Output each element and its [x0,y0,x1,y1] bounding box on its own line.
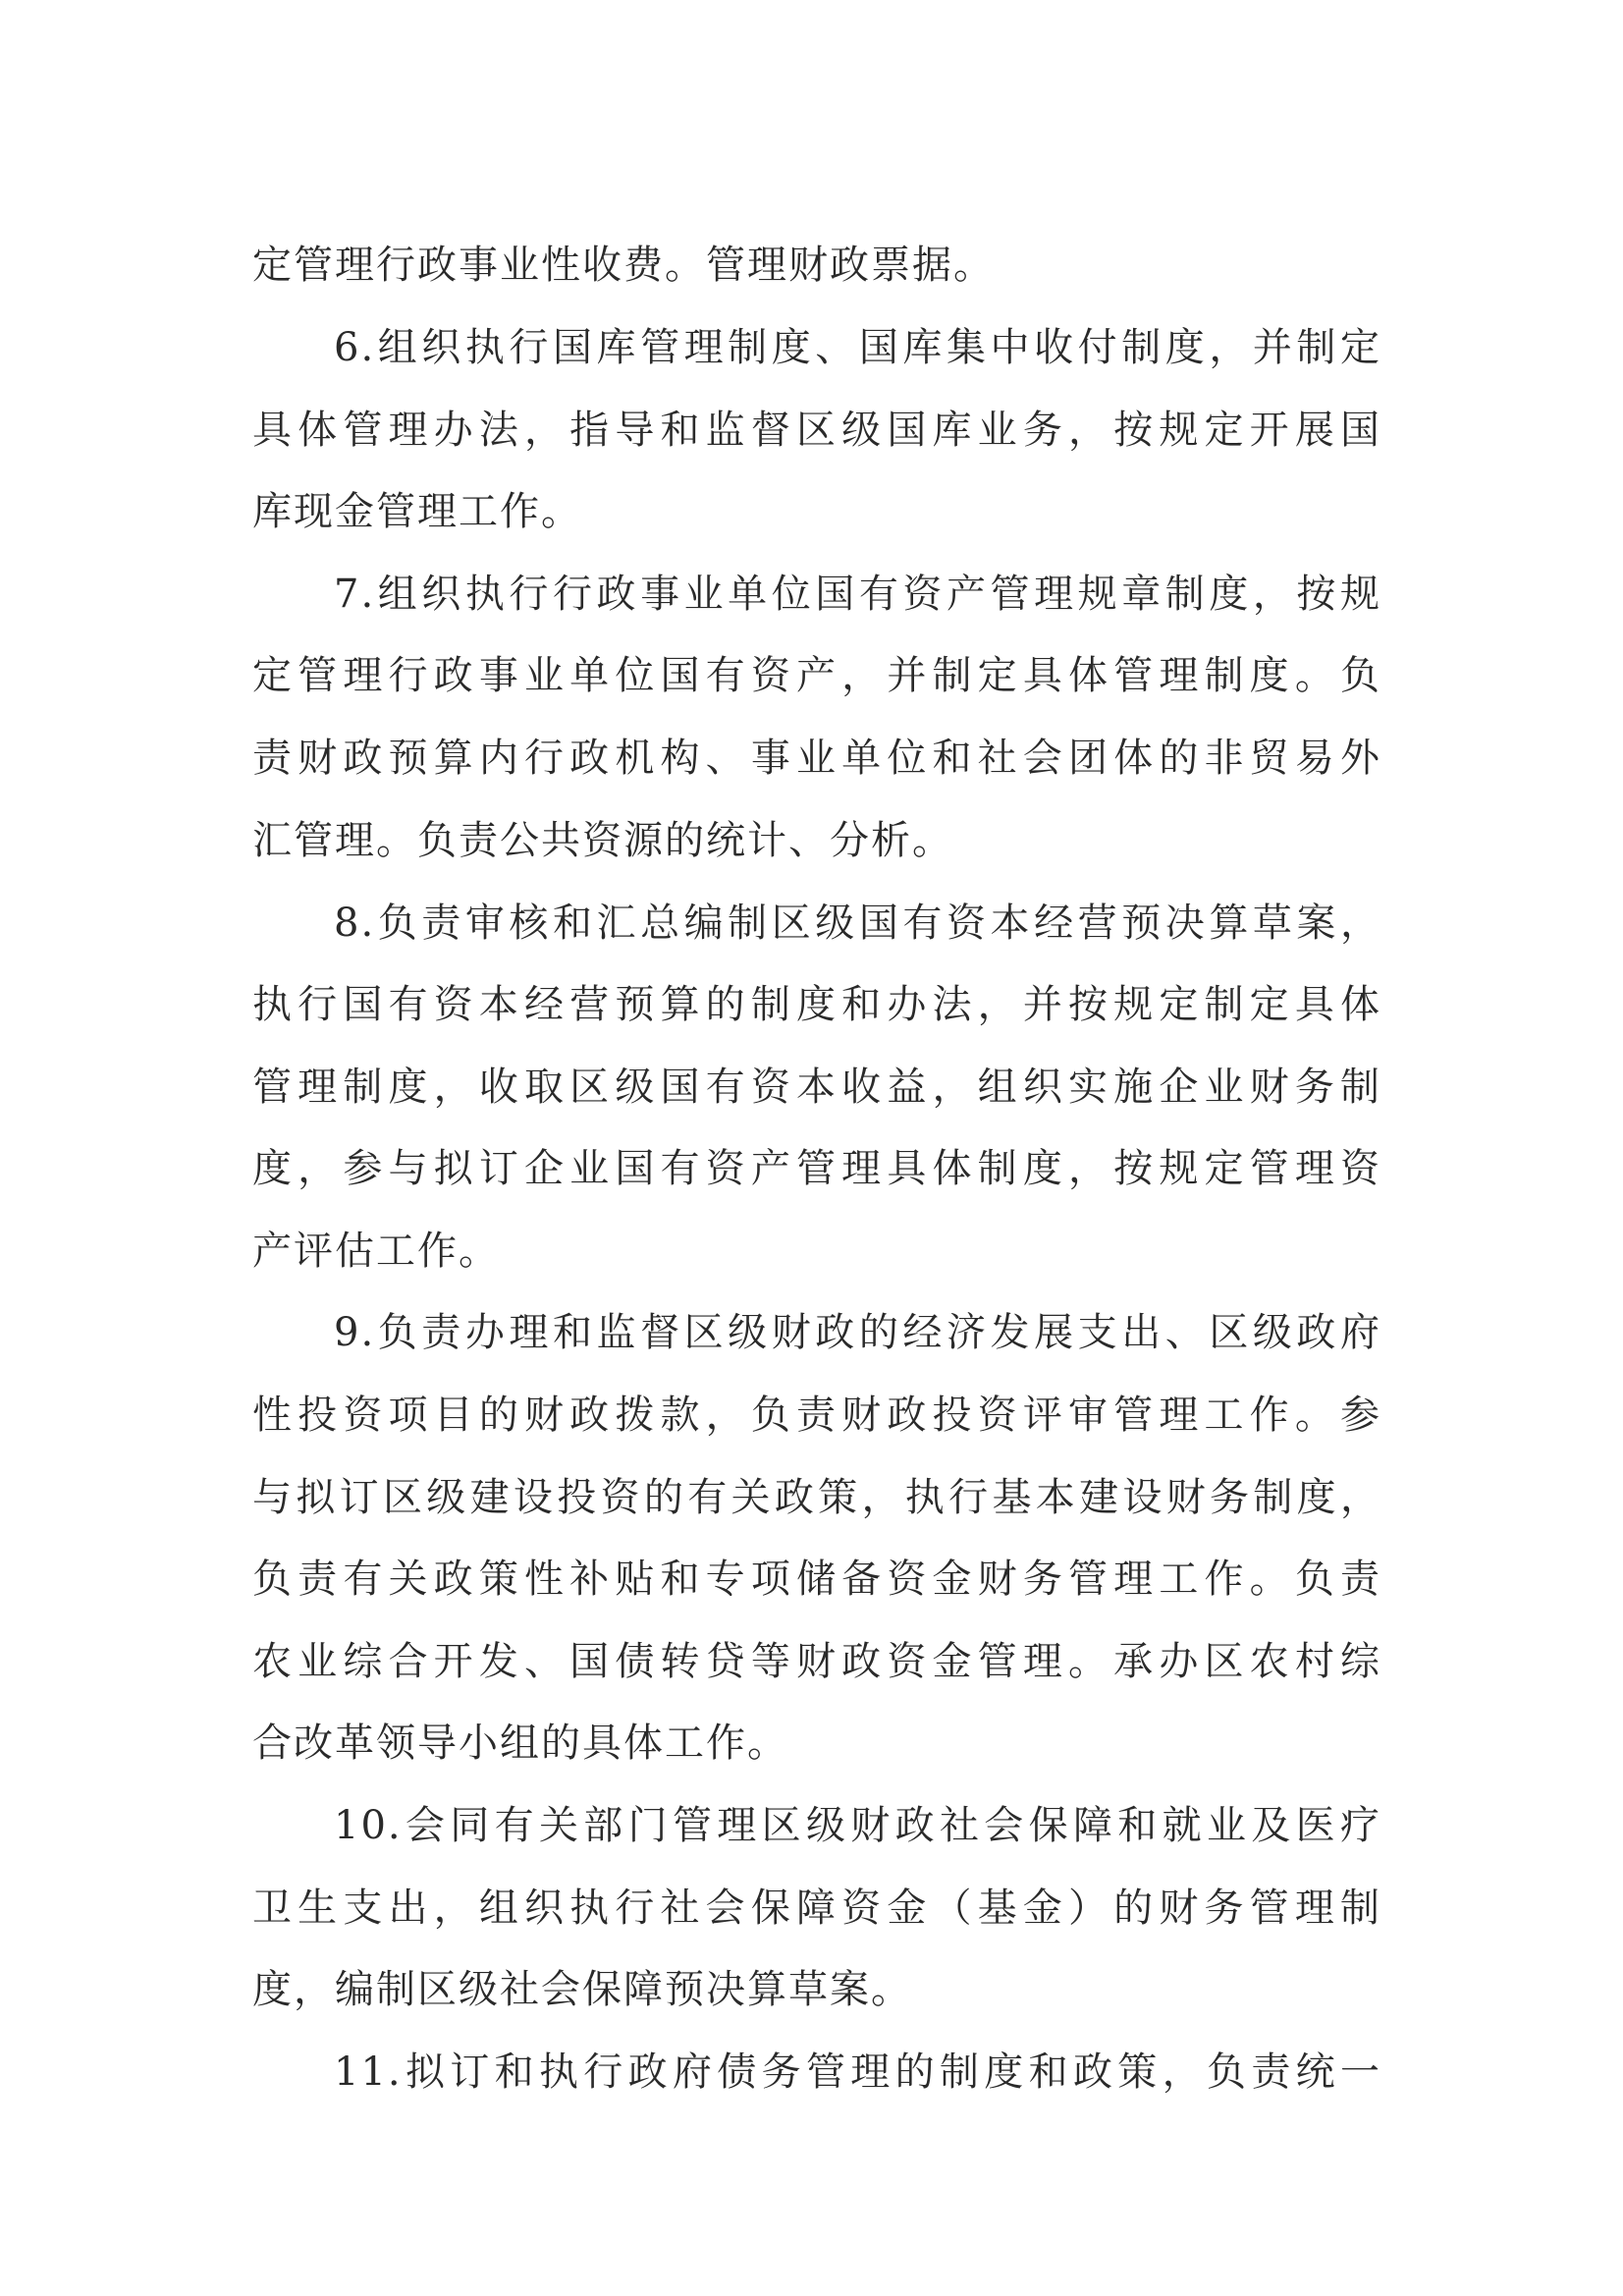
text-line: 性投资项目的财政拨款，负责财政投资评审管理工作。参 [252,1393,1381,1438]
text-line: 具体管理办法，指导和监督区级国库业务，按规定开展国 [252,408,1381,453]
text-line: 度，参与拟订企业国有资产管理具体制度，按规定管理资 [252,1146,1381,1191]
text-line: 库现金管理工作。 [252,489,582,534]
text-line: 度，编制区级社会保障预决算草案。 [252,1967,912,2012]
text-line: 产评估工作。 [252,1229,500,1274]
paragraph-11-first-line: 11.拟订和执行政府债务管理的制度和政策，负责统一 [334,2050,1381,2095]
text-line: 负责有关政策性补贴和专项储备资金财务管理工作。负责 [252,1557,1381,1602]
paragraph-7-first-line: 7.组织执行行政事业单位国有资产管理规章制度，按规 [334,572,1381,617]
paragraph-9-first-line: 9.负责办理和监督区级财政的经济发展支出、区级政府 [334,1310,1381,1355]
paragraph-10-first-line: 10.会同有关部门管理区级财政社会保障和就业及医疗 [334,1803,1381,1848]
text-line: 与拟订区级建设投资的有关政策，执行基本建设财务制度， [252,1475,1381,1520]
text-line: 农业综合开发、国债转贷等财政资金管理。承办区农村综 [252,1639,1381,1684]
text-line: 管理制度，收取区级国有资本收益，组织实施企业财务制 [252,1065,1381,1110]
text-line: 定管理行政事业性收费。管理财政票据。 [252,243,995,288]
text-line: 合改革领导小组的具体工作。 [252,1721,788,1766]
text-line: 卫生支出，组织执行社会保障资金（基金）的财务管理制 [252,1886,1381,1931]
paragraph-8-first-line: 8.负责审核和汇总编制区级国有资本经营预决算草案， [334,901,1381,946]
paragraph-6-first-line: 6.组织执行国库管理制度、国库集中收付制度，并制定 [334,325,1381,370]
text-line: 定管理行政事业单位国有资产，并制定具体管理制度。负 [252,653,1381,698]
text-line: 责财政预算内行政机构、事业单位和社会团体的非贸易外 [252,736,1381,781]
text-line: 执行国有资本经营预算的制度和办法，并按规定制定具体 [252,982,1381,1027]
text-line: 汇管理。负责公共资源的统计、分析。 [252,818,953,863]
